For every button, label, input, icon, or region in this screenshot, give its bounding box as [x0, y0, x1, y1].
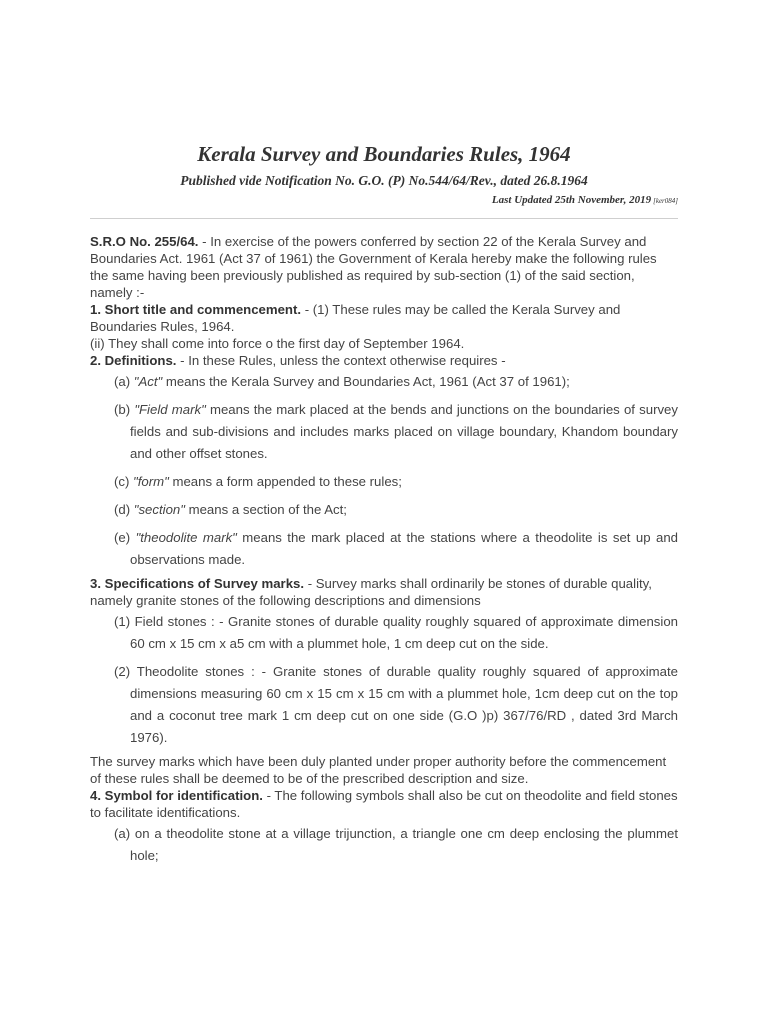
- section-1: [90, 301, 678, 335]
- definition-term: "Field mark": [134, 402, 206, 417]
- section-1-text: - (1) These rules may be called the Kerala Survey and Boundaries Rules, 1964.: [90, 302, 621, 334]
- definition-item: (e) "theodolite mark" means the mark placed at the stations where a theodolite is set up and observations made.: [114, 530, 679, 567]
- definition-item: (c) "form" means a form appended to these rules;: [114, 474, 402, 489]
- section-3-text: - Survey marks shall ordinarily be stones of durable quality, namely granite stones of the following descriptions and dimensions: [90, 576, 652, 608]
- definition-item: (a) "Act" means the Kerala Survey and Boundaries Act, 1961 (Act 37 of 1961);: [114, 374, 570, 389]
- stones-list: [90, 611, 678, 749]
- section-4: [90, 787, 678, 821]
- section-3: [90, 575, 678, 609]
- definition-item: (d) "section" means a section of the Act;: [114, 502, 347, 517]
- symbols-list: [90, 823, 678, 867]
- reference-code: [ker084]: [653, 197, 678, 205]
- divider: [90, 218, 678, 219]
- definition-term: "form": [133, 474, 169, 489]
- sro-heading: S.R.O No. 255/64.: [90, 234, 199, 249]
- section-4-text: - The following symbols shall also be cut on theodolite and field stones to facilitate identifications.: [90, 788, 678, 820]
- last-updated: [90, 192, 678, 209]
- stone-item: (2) Theodolite stones : - Granite stones of durable quality roughly squared of approximate dimensions measuring 60 cm x 15 cm x 15 cm with a plummet hole, 1cm deep cut on the top and a coconut tree mark 1 cm deep cut on one side (G.O )p) 367/76/RD , dated 3rd March 1976).: [114, 664, 678, 745]
- document-page: [90, 138, 678, 867]
- section-4-heading: 4. Symbol for identification.: [90, 788, 263, 803]
- section-2-text: - In these Rules, unless the context otherwise requires -: [176, 353, 506, 368]
- section-2: [90, 352, 678, 369]
- symbol-item: (a) on a theodolite stone at a village trijunction, a triangle one cm deep enclosing the plummet hole;: [114, 826, 678, 863]
- section-3-heading: 3. Specifications of Survey marks.: [90, 576, 305, 591]
- definition-term: "theodolite mark": [135, 530, 237, 545]
- definition-term: "section": [133, 502, 185, 517]
- section-2-heading: 2. Definitions.: [90, 353, 177, 368]
- document-title: Kerala Survey and Boundaries Rules, 1964: [197, 142, 571, 166]
- definition-term: "Act": [133, 374, 163, 389]
- section-1-heading: 1. Short title and commencement.: [90, 302, 302, 317]
- definitions-list: [90, 371, 678, 571]
- document-subtitle: Published vide Notification No. G.O. (P) No.544/64/Rev., dated 26.8.1964: [180, 173, 588, 188]
- survey-note: The survey marks which have been duly planted under proper authority before the commencement of these rules shall be deemed to be of the prescribed description and size.: [90, 754, 667, 786]
- section-1-ii: (ii) They shall come into force o the first day of September 1964.: [90, 336, 465, 351]
- last-updated-text: Last Updated 25th November, 2019: [491, 194, 652, 206]
- definition-item: (b) "Field mark" means the mark placed at the bends and junctions on the boundaries of survey fields and sub-divisions and includes marks placed on village boundary, Khandom boundary and other offset stones.: [114, 402, 678, 461]
- stone-item: (1) Field stones : - Granite stones of durable quality roughly squared of approximate dimension 60 cm x 15 cm x a5 cm with a plummet hole, 1 cm deep cut on the side.: [114, 614, 678, 651]
- sro-paragraph: [90, 233, 678, 301]
- sro-text: - In exercise of the powers conferred by section 22 of the Kerala Survey and Boundaries Act. 1961 (Act 37 of 1961) the Government of Kerala hereby make the following rules the same having been previously published as required by sub-section (1) of the said section, namely :-: [90, 234, 657, 300]
